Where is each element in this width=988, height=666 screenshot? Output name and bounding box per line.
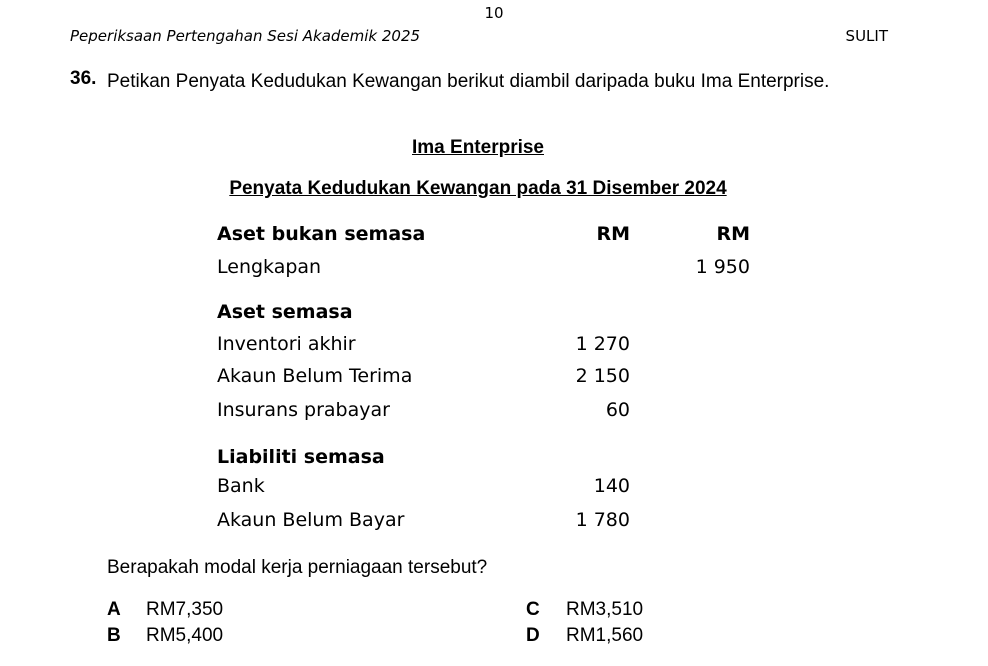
statement-title: Penyata Kedudukan Kewangan pada 31 Disember 2024: [229, 178, 727, 199]
question-prompt: Berapakah modal kerja perniagaan tersebut?: [107, 557, 488, 578]
option-b-value: RM5,400: [146, 625, 224, 646]
statement-row-value: 60: [605, 399, 630, 421]
option-d-letter: D: [526, 625, 540, 646]
statement-row-label: Akaun Belum Terima: [217, 365, 413, 387]
current-assets-heading: Aset semasa: [217, 301, 353, 323]
statement-row-value: 1 780: [575, 509, 630, 531]
question-number: 36.: [70, 68, 97, 89]
statement-row-label: Inventori akhir: [217, 333, 356, 355]
question-text: Petikan Penyata Kedudukan Kewangan berikut diambil daripada buku Ima Enterprise.: [107, 71, 830, 92]
option-c-value: RM3,510: [566, 599, 644, 620]
option-a-value: RM7,350: [146, 599, 224, 620]
company-name: Ima Enterprise: [412, 137, 544, 158]
option-d-value: RM1,560: [566, 625, 644, 646]
statement-row-label: Lengkapan: [217, 256, 322, 278]
column-head-rm-2: RM: [716, 223, 750, 245]
option-a-letter: A: [107, 599, 121, 620]
option-c-letter: C: [526, 599, 540, 620]
classification-label: SULIT: [845, 27, 888, 45]
statement-row-label: Akaun Belum Bayar: [217, 509, 405, 531]
statement-row-value: 2 150: [575, 365, 630, 387]
exam-title: Peperiksaan Pertengahan Sesi Akademik 2025: [70, 27, 421, 45]
current-liabilities-heading: Liabiliti semasa: [217, 446, 385, 468]
option-b-letter: B: [107, 625, 121, 646]
statement-row-value: 1 950: [695, 256, 750, 278]
non-current-assets-heading: Aset bukan semasa: [217, 223, 426, 245]
statement-row-label: Bank: [217, 475, 265, 497]
column-head-rm-1: RM: [596, 223, 630, 245]
page-number: 10: [484, 4, 504, 22]
statement-row-label: Insurans prabayar: [217, 399, 390, 421]
statement-row-value: 140: [593, 475, 630, 497]
statement-row-value: 1 270: [575, 333, 630, 355]
